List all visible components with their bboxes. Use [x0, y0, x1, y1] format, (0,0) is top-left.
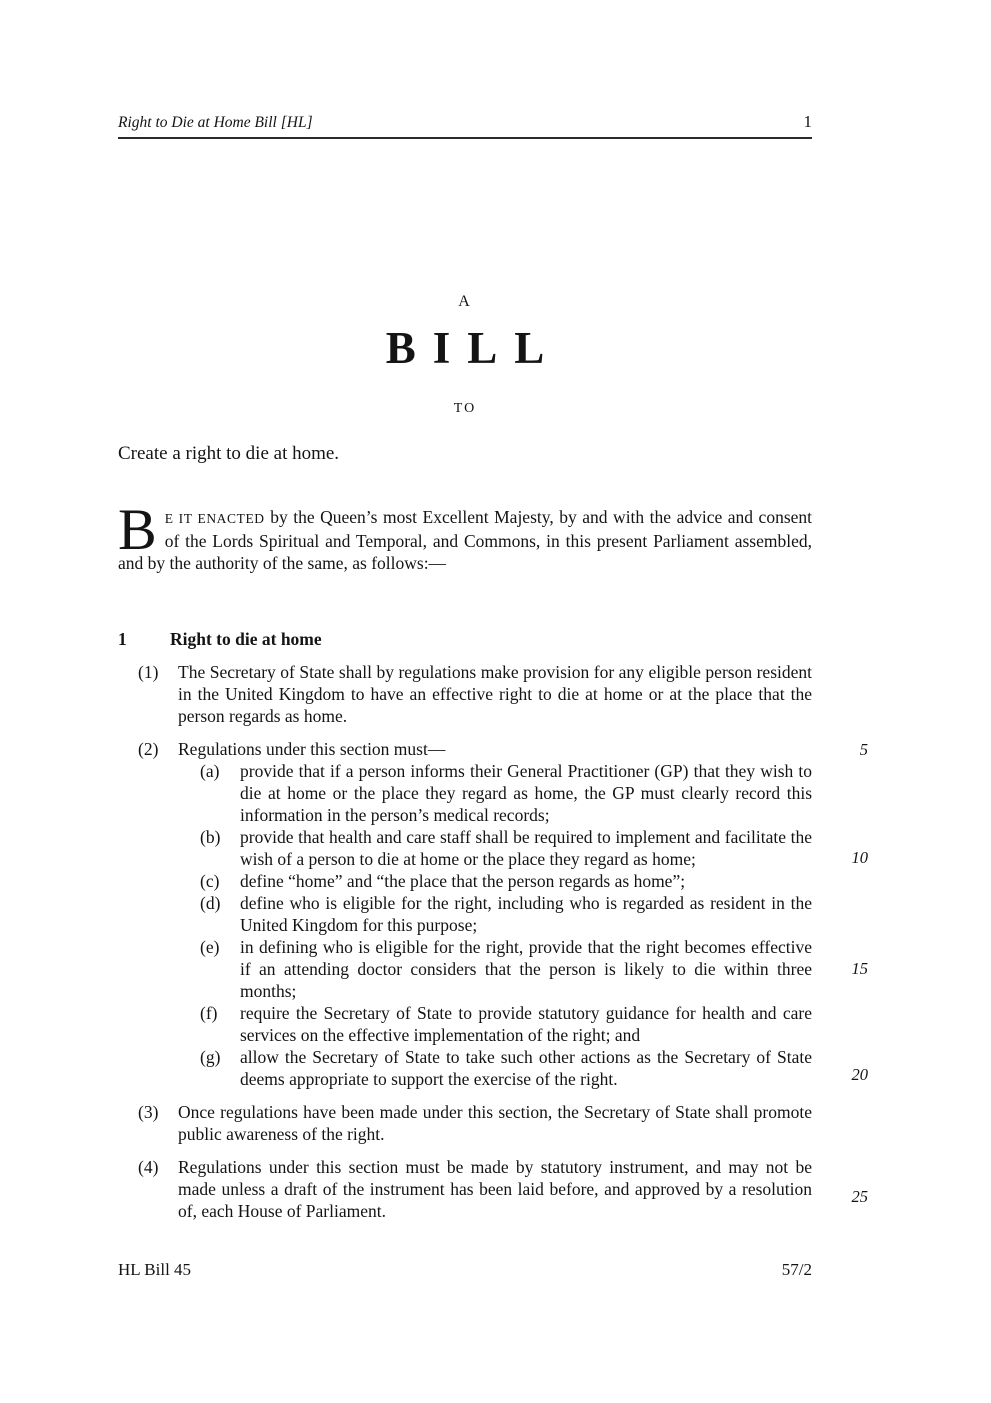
paragraph-letter: (f): [200, 1003, 218, 1023]
paragraph-text: in defining who is eligible for the right, provide that the right becomes effective if an attending doctor considers that the person is likely to die within three months;: [240, 937, 812, 1001]
enacting-text: by the Queen’s most Excellent Majesty, by and with the advice and consent of the Lords Spiritual and Temporal, and Commons, in this present Parliament assembled, and by the authority of the same, as follows:—: [118, 507, 813, 573]
print-number: 57/2: [781, 1260, 812, 1279]
subsection-1: [118, 661, 812, 727]
page-footer: [118, 1260, 812, 1280]
clause-heading: [118, 628, 812, 650]
subsection-3: [118, 1101, 812, 1145]
clause-1: [118, 628, 812, 1222]
margin-line-number-20: 20: [851, 1065, 868, 1084]
clause-number: 1: [118, 629, 127, 649]
margin-line-number-15: 15: [851, 959, 868, 978]
enacting-dropcap: B: [118, 497, 157, 562]
paragraph-text: provide that if a person informs their General Practitioner (GP) that they wish to die at home or the place they regard as home, the GP must clearly record this information in the person’s medical records;: [240, 761, 812, 825]
subsection-number: (1): [138, 662, 159, 682]
subsection-2: [118, 738, 812, 1090]
subsection-text: Regulations under this section must be made by statutory instrument, and may not be made unless a draft of the instrument has been laid before, and approved by a resolution of, each House of Parliament.: [178, 1157, 812, 1221]
paragraph-letter: (b): [200, 827, 221, 847]
page-number: 1: [803, 112, 812, 131]
bill-reference: HL Bill 45: [118, 1260, 192, 1279]
paragraph-f: [178, 1002, 812, 1046]
subsection-number: (3): [138, 1102, 159, 1122]
subsection-number: (2): [138, 739, 159, 759]
subsection-text: The Secretary of State shall by regulations make provision for any eligible person resident in the United Kingdom to have an effective right to die at home or at the place that the person regards as home.: [178, 662, 812, 726]
clause-title: Right to die at home: [170, 629, 322, 649]
masthead-to: TO: [453, 401, 477, 416]
paragraph-letter: (a): [200, 761, 220, 781]
paragraph-text: provide that health and care staff shall be required to implement and facilitate the wish of a person to die at home or the place they regard as home;: [240, 827, 812, 869]
paragraph-b: [178, 826, 812, 870]
paragraph-text: define “home” and “the place that the person regards as home”;: [240, 871, 686, 891]
paragraph-a: [178, 760, 812, 826]
long-title: Create a right to die at home.: [118, 443, 340, 464]
subsection-text: Regulations under this section must—: [178, 739, 446, 759]
paragraph-text: define who is eligible for the right, including who is regarded as resident in the United Kingdom for this purpose;: [240, 893, 812, 935]
enacting-clause: [118, 497, 813, 574]
subsection-4: [118, 1156, 812, 1222]
paragraph-letter: (c): [200, 871, 220, 891]
running-header-title: Right to Die at Home Bill [HL]: [118, 114, 313, 131]
enacting-smallcaps: E IT ENACTED: [164, 511, 265, 526]
paragraph-letter: (e): [200, 937, 220, 957]
paragraph-letter: (d): [200, 893, 221, 913]
paragraph-e: [178, 936, 812, 1002]
paragraph-g: [178, 1046, 812, 1090]
paragraph-letter: (g): [200, 1047, 221, 1067]
paragraph-c: [178, 870, 812, 892]
margin-line-number-5: 5: [859, 740, 868, 759]
masthead-bill-word: BILL: [385, 323, 562, 373]
margin-line-number-25: 25: [851, 1187, 868, 1206]
subsection-number: (4): [138, 1157, 159, 1177]
paragraph-text: require the Secretary of State to provide statutory guidance for health and care services on the effective implementation of the right; and: [240, 1003, 812, 1045]
running-header: [118, 112, 812, 139]
masthead-article: A: [458, 293, 472, 310]
paragraph-text: allow the Secretary of State to take such other actions as the Secretary of State deems appropriate to support the exercise of the right.: [240, 1047, 812, 1089]
subsection-text: Once regulations have been made under this section, the Secretary of State shall promote public awareness of the right.: [178, 1102, 812, 1144]
margin-line-number-10: 10: [851, 848, 868, 867]
paragraph-d: [178, 892, 812, 936]
subsection-body: [178, 738, 812, 1090]
